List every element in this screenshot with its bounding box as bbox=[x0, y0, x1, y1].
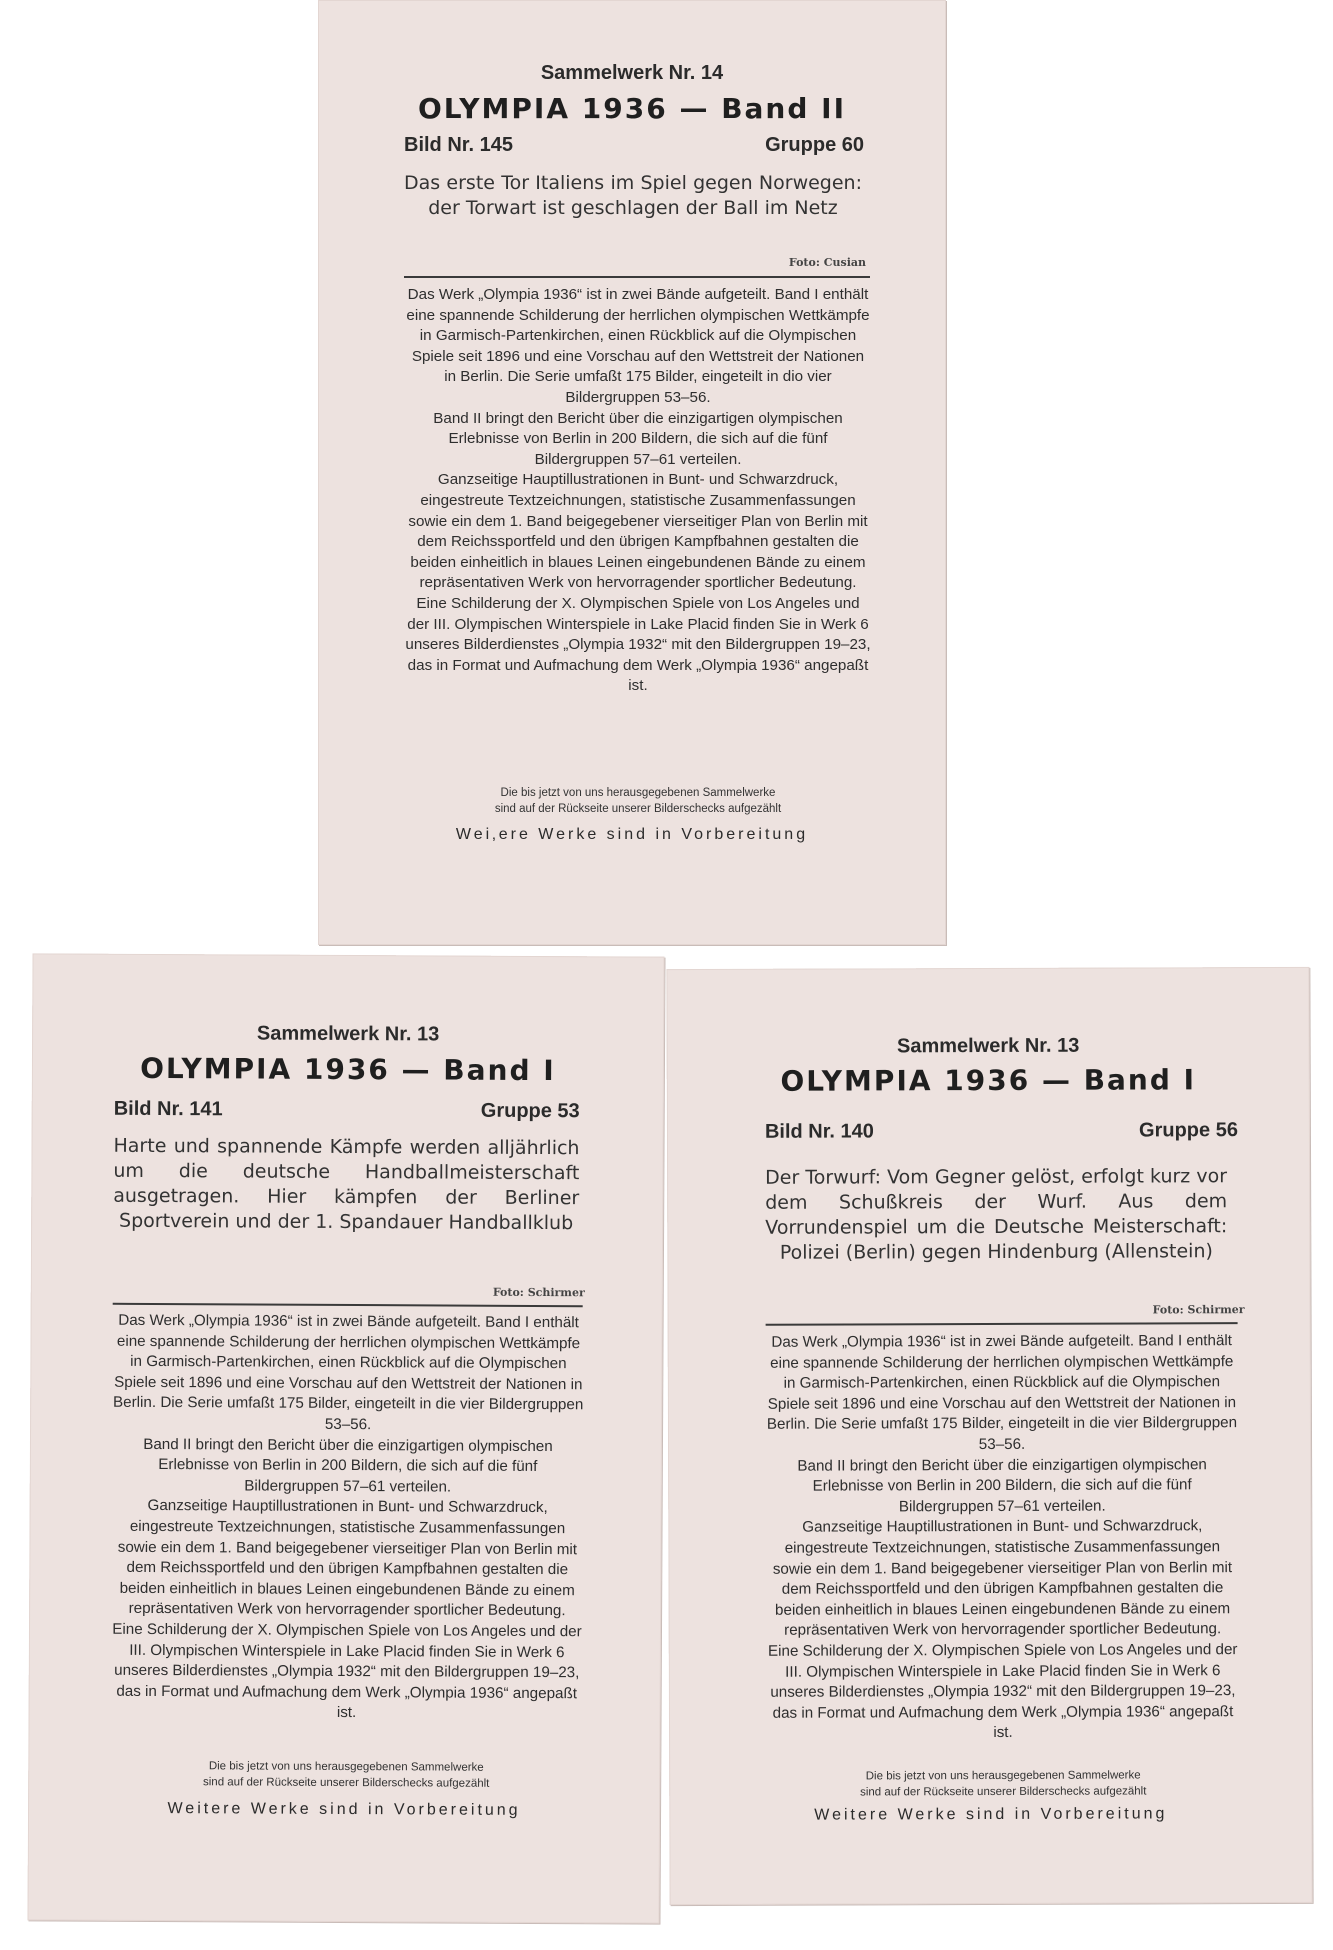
gruppe-number: Gruppe 60 bbox=[765, 134, 864, 156]
description-text bbox=[766, 1331, 1239, 1745]
note-line: Die bis jetzt von uns herausgegebenen Sammelwerke bbox=[865, 1769, 1141, 1783]
divider-rule bbox=[766, 1322, 1238, 1326]
photo-credit: Foto: Schirmer bbox=[1152, 1303, 1245, 1317]
card-band-1-bild-140 bbox=[666, 967, 1312, 1905]
collection-note bbox=[404, 785, 872, 817]
description-paragraph: Das Werk „Olympia 1936“ ist in zwei Bände aufgeteilt. Band I enthält eine spannende Schilderung der herrlichen olympischen Wettkämpfe in Garmisch-Partenkirchen, einen Rückblick auf die Olympischen Spiele seit 1896 und eine Vorschau auf den Wettstreit der Nationen in Berlin. Die Serie umfaßt 175 Bilder, eingeteilt in dio vier Bildergruppen 53–56. bbox=[406, 286, 870, 406]
series-label: Sammelwerk Nr. 14 bbox=[540, 62, 724, 84]
description-paragraph: Band II bringt den Bericht über die einzigartigen olympischen Erlebnisse von Berlin in 200 Bildern, die sich auf die fünf Bildergruppen 57–61 verteilen. bbox=[433, 409, 843, 468]
note-line: Die bis jetzt von uns herausgegebenen Sammelwerke bbox=[500, 787, 776, 799]
photo-caption: Der Torwurf: Vom Gegner gelöst, erfolgt kurz vor dem Schußkreis der Wurf. Aus dem Vorrundenspiel um die Deutsche Meisterschaft: Polizei (Berlin) gegen Hindenburg (Allenstein) bbox=[765, 1165, 1228, 1264]
footer-text: Weitere Werke sind in Vorbereitung bbox=[814, 1805, 1168, 1824]
card-title: OLYMPIA 1936 — Band I bbox=[780, 1063, 1197, 1098]
photo-caption: Harte und spannende Kämpfe werden alljährlich um die deutsche Handballmeisterschaft ausgetragen. Hier kämpfen der Berliner Sportverein und der 1. Spandauer Handballklub bbox=[113, 1134, 580, 1235]
footer-text: Wei‚ere Werke sind in Vorbereitung bbox=[455, 826, 809, 843]
gruppe-number: Gruppe 56 bbox=[1138, 1119, 1238, 1142]
description-paragraph: Band II bringt den Bericht über die einzigartigen olympischen Erlebnisse von Berlin in 200 Bildern, die sich auf die fünf Bildergruppen 57–61 verteilen. bbox=[143, 1435, 553, 1496]
photo-caption: Das erste Tor Italiens im Spiel gegen Norwegen: der Torwart ist geschlagen der Ball im Netz bbox=[404, 172, 862, 219]
note-line: sind auf der Rückseite unserer Bilderschecks aufgezählt bbox=[494, 803, 782, 815]
series-label: Sammelwerk Nr. 13 bbox=[256, 1022, 440, 1046]
card-band-2-bild-145 bbox=[318, 0, 946, 945]
note-line: sind auf der Rückseite unserer Bilderschecks aufgezählt bbox=[860, 1785, 1147, 1799]
card-title: OLYMPIA 1936 — Band II bbox=[417, 92, 846, 125]
description-paragraph: Ganzseitige Hauptillustrationen in Bunt- und Schwarzdruck, eingestreute Textzeichnungen, statistische Zusammenfassungen sowie ein dem 1. Band beigegebener vierseitiger Plan von Berlin mit dem Reichssportfeld und den übrigen Kampfbahnen gestalten die beiden einheitlich in blaues Leinen eingebundenen Bände zu einem repräsentativen Werk von hervorragender sportlicher Bedeutung. bbox=[408, 471, 868, 592]
bild-number: Bild Nr. 140 bbox=[764, 1120, 874, 1143]
divider-rule bbox=[404, 276, 870, 278]
card-title: OLYMPIA 1936 — Band I bbox=[140, 1051, 556, 1088]
photo-credit: Foto: Cusian bbox=[788, 256, 866, 269]
description-text bbox=[404, 285, 872, 697]
photo-credit: Foto: Schirmer bbox=[492, 1285, 585, 1300]
description-paragraph: Ganzseitige Hauptillustrationen in Bunt- und Schwarzdruck, eingestreute Textzeichnungen, statistische Zusammenfassungen sowie ein dem 1. Band beigegebener vierseitiger Plan von Berlin mit dem Reichssportfeld und den übrigen Kampfbahnen gestalten die beiden einheitlich in blaues Leinen eingebundenen Bände zu einem repräsentativen Werk von hervorragender sportlicher Bedeutung. bbox=[117, 1497, 578, 1620]
card-band-1-bild-141 bbox=[27, 953, 664, 1923]
description-text bbox=[111, 1311, 585, 1725]
bild-number: Bild Nr. 141 bbox=[113, 1097, 223, 1121]
description-paragraph: Eine Schilderung der X. Olympischen Spiele von Los Angeles und der III. Olympischen Winterspiele in Lake Placid finden Sie in Werk 6 unseres Bilderdienstes „Olympia 1932“ mit den Bildergruppen 19–23, das in Format und Aufmachung dem Werk „Olympia 1936“ angepaßt ist. bbox=[405, 594, 871, 695]
collection-note bbox=[767, 1767, 1239, 1801]
series-label: Sammelwerk Nr. 13 bbox=[896, 1034, 1080, 1058]
description-paragraph: Ganzseitige Hauptillustrationen in Bunt- und Schwarzdruck, eingestreute Textzeichnungen, statistische Zusammenfassungen sowie ein dem 1. Band beigegebener vierseitiger Plan von Berlin mit dem Reichssportfeld und den übrigen Kampfbahnen gestalten die beiden einheitlich in blaues Leinen eingebundenen Bände zu einem repräsentativen Werk von hervorragender sportlicher Bedeutung. bbox=[772, 1517, 1233, 1640]
gruppe-number: Gruppe 53 bbox=[480, 1099, 580, 1123]
description-paragraph: Eine Schilderung der X. Olympischen Spiele von Los Angeles und der III. Olympischen Winterspiele in Lake Placid finden Sie in Werk 6 unseres Bilderdienstes „Olympia 1932“ mit den Bildergruppen 19–23, das in Format und Aufmachung dem Werk „Olympia 1936“ angepaßt ist. bbox=[112, 1620, 582, 1722]
bild-number: Bild Nr. 145 bbox=[404, 134, 513, 156]
note-line: sind auf der Rückseite unserer Bilderschecks aufgezählt bbox=[202, 1776, 490, 1790]
description-paragraph: Das Werk „Olympia 1936“ ist in zwei Bände aufgeteilt. Band I enthält eine spannende Schilderung der herrlichen olympischen Wettkämpfe in Garmisch-Partenkirchen, einen Rückblick auf die Olympischen Spiele seit 1896 und eine Vorschau auf den Wettstreit der Nationen in Berlin. Die Serie umfaßt 175 Bilder, eingeteilt in die vier Bildergruppen 53–56. bbox=[113, 1311, 584, 1434]
footer-text: Weitere Werke sind in Vorbereitung bbox=[167, 1800, 521, 1819]
collection-note bbox=[110, 1758, 582, 1792]
description-paragraph: Eine Schilderung der X. Olympischen Spiele von Los Angeles und der III. Olympischen Winterspiele in Lake Placid finden Sie in Werk 6 unseres Bilderdienstes „Olympia 1932“ mit den Bildergruppen 19–23, das in Format und Aufmachung dem Werk „Olympia 1936“ angepaßt ist. bbox=[768, 1641, 1238, 1742]
description-paragraph: Band II bringt den Bericht über die einzigartigen olympischen Erlebnisse von Berlin in 200 Bildern, die sich auf die fünf Bildergruppen 57–61 verteilen. bbox=[797, 1455, 1207, 1516]
note-line: Die bis jetzt von uns herausgegebenen Sammelwerke bbox=[208, 1760, 484, 1774]
description-paragraph: Das Werk „Olympia 1936“ ist in zwei Bände aufgeteilt. Band I enthält eine spannende Schilderung der herrlichen olympischen Wettkämpfe in Garmisch-Partenkirchen, einen Rückblick auf die Olympischen Spiele seit 1896 und eine Vorschau auf den Wettstreit der Nationen in Berlin. Die Serie umfaßt 175 Bilder, eingeteilt in die vier Bildergruppen 53–56. bbox=[766, 1332, 1238, 1454]
divider-rule bbox=[113, 1303, 583, 1307]
